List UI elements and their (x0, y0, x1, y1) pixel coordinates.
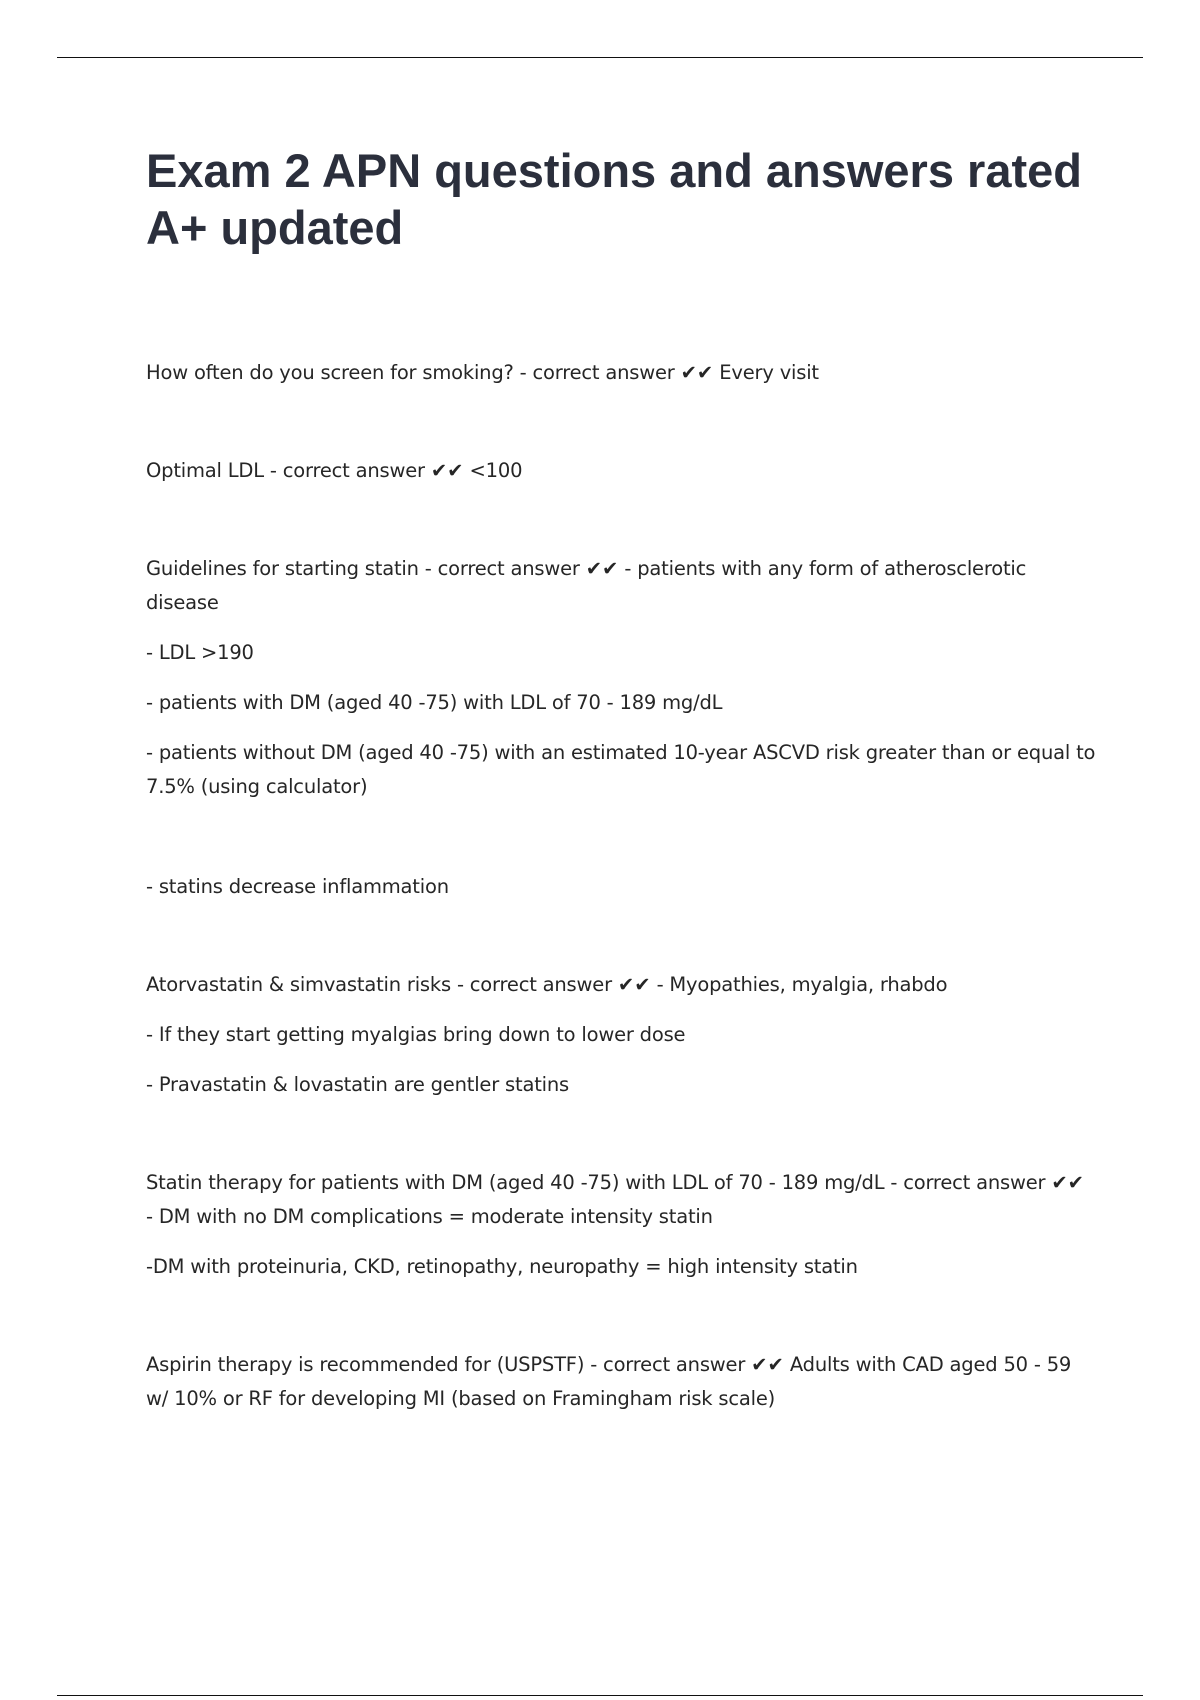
check-mark-icon: ✔✔ (617, 973, 651, 996)
qa-item-statin-guidelines (146, 552, 1096, 904)
question-text: Guidelines for starting statin - correct answer (146, 557, 580, 580)
answer-line: - LDL >190 (146, 641, 254, 664)
spacer (146, 804, 1096, 870)
qa-line (146, 1348, 1096, 1416)
question-text: Optimal LDL - correct answer (146, 459, 425, 482)
qa-item-optimal-ldl (146, 454, 1096, 488)
check-mark-icon: ✔✔ (430, 459, 464, 482)
check-mark-icon: ✔✔ (585, 557, 619, 580)
answer-text: Every visit (719, 361, 819, 384)
question-text: Atorvastatin & simvastatin risks - correct answer (146, 973, 612, 996)
question-text: How often do you screen for smoking? - correct answer (146, 361, 675, 384)
check-mark-icon: ✔✔ (680, 361, 714, 384)
answer-text: <100 (469, 459, 523, 482)
check-mark-icon: ✔✔ (1051, 1171, 1085, 1194)
question-text: Aspirin therapy is recommended for (USPSTF) - correct answer (146, 1353, 746, 1376)
answer-line: - patients with DM (aged 40 -75) with LDL of 70 - 189 mg/dL (146, 691, 723, 714)
answer-text: - patients with any form of atherosclerotic disease (146, 557, 1027, 614)
answer-line: -DM with proteinuria, CKD, retinopathy, neuropathy = high intensity statin (146, 1255, 858, 1278)
check-mark-icon: ✔✔ (751, 1353, 784, 1376)
qa-line (146, 1166, 1096, 1234)
answer-line: - If they start getting myalgias bring down to lower dose (146, 1023, 686, 1046)
qa-line (146, 552, 1096, 620)
answer-text: Adults with CAD aged 50 - 59 w/ 10% or RF for developing MI (based on Framingham risk scale) (146, 1353, 1072, 1410)
answer-line: - statins decrease inflammation (146, 875, 449, 898)
qa-line (146, 454, 1096, 488)
qa-item-statin-dm (146, 1166, 1096, 1284)
answer-line: - Pravastatin & lovastatin are gentler statins (146, 1073, 569, 1096)
qa-item-aspirin (146, 1348, 1096, 1416)
qa-item-statin-risks (146, 968, 1096, 1102)
qa-item-smoking (146, 356, 1096, 390)
top-divider (57, 57, 1143, 58)
qa-line (146, 356, 1096, 390)
answer-text: - Myopathies, myalgia, rhabdo (656, 973, 948, 996)
bottom-divider (57, 1695, 1143, 1696)
qa-line (146, 968, 1096, 1002)
answer-text: - DM with no DM complications = moderate intensity statin (146, 1205, 713, 1228)
question-text: Statin therapy for patients with DM (aged 40 -75) with LDL of 70 - 189 mg/dL - correct answer (146, 1171, 1046, 1194)
document-title: Exam 2 APN questions and answers rated A+ updated (146, 144, 1082, 254)
document-body (146, 356, 1096, 1416)
answer-line: - patients without DM (aged 40 -75) with an estimated 10-year ASCVD risk greater than or equal to 7.5% (using calculator) (146, 741, 1096, 798)
